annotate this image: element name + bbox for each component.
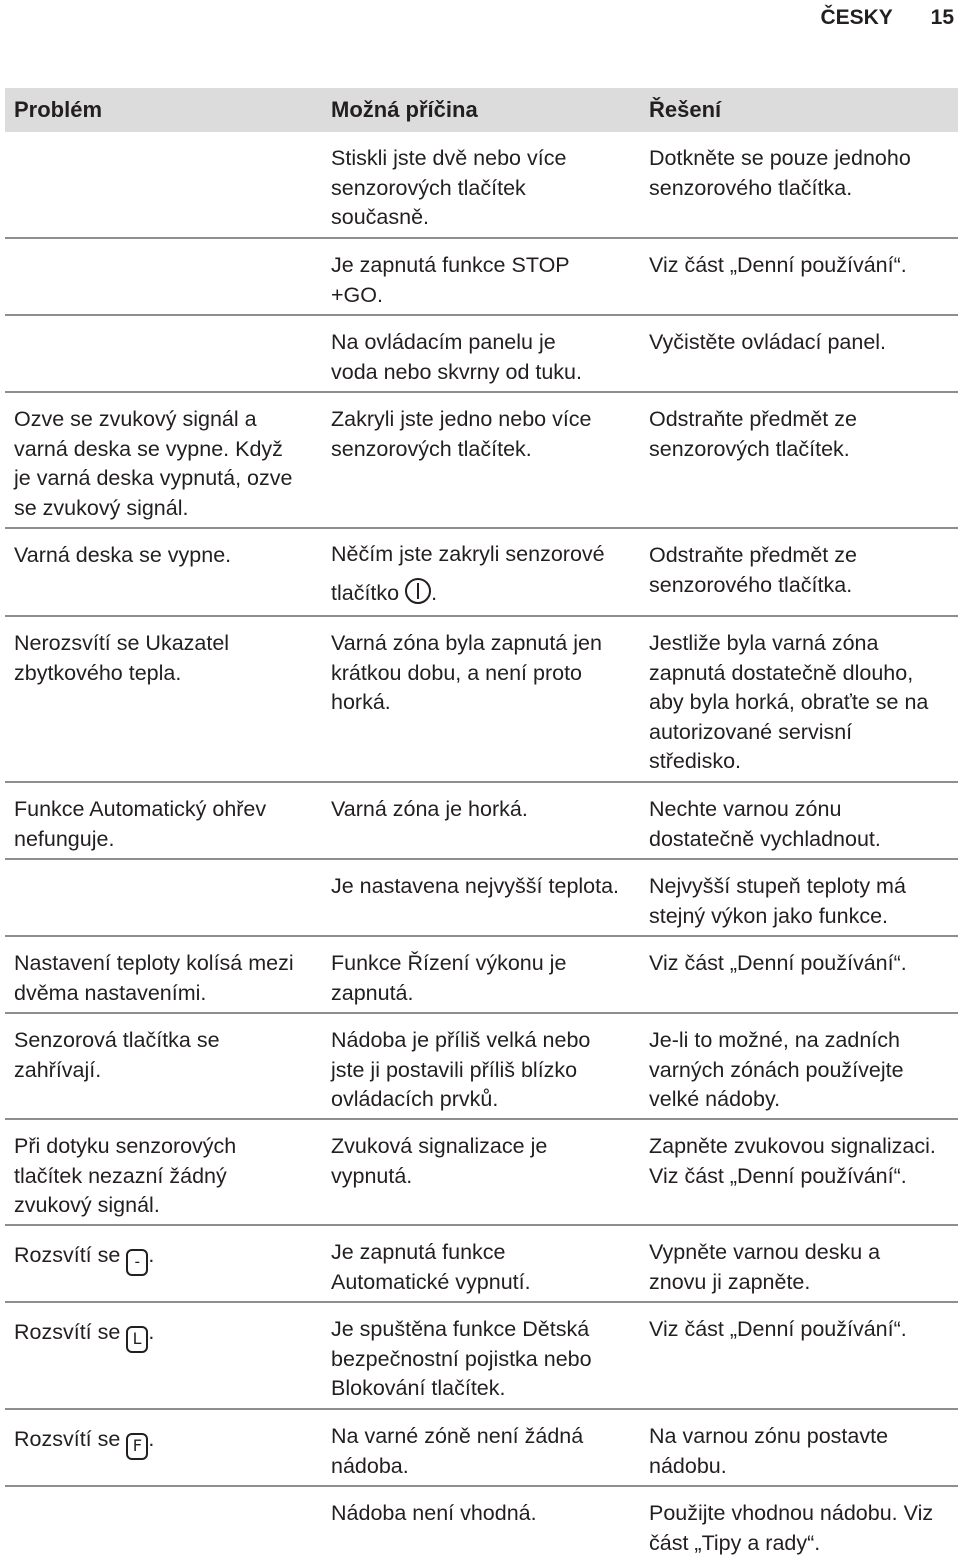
table-row bbox=[5, 1014, 958, 1120]
language-label: ČESKY bbox=[820, 6, 893, 29]
table-header bbox=[5, 88, 958, 132]
problem-suffix: . bbox=[148, 1427, 155, 1451]
table-row bbox=[5, 1410, 958, 1487]
cause-cell: Na varné zóně není žádná nádoba. bbox=[331, 1424, 584, 1478]
table-row bbox=[5, 132, 958, 239]
header-solution: Řešení bbox=[649, 97, 722, 122]
page-number: 15 bbox=[930, 6, 954, 29]
header-cause: Možná příčina bbox=[331, 97, 478, 122]
table-row bbox=[5, 1487, 958, 1561]
solution-cell: Vyčistěte ovládací panel. bbox=[649, 330, 887, 354]
solution-cell: Vypněte varnou desku a znovu ji zapněte. bbox=[649, 1240, 881, 1294]
problem-cell bbox=[14, 1318, 314, 1353]
table-row bbox=[5, 617, 958, 783]
table-row bbox=[5, 393, 958, 529]
cause-cell: Zvuková signalizace je vypnutá. bbox=[331, 1134, 548, 1188]
problem-text: Rozsvítí se bbox=[14, 1427, 121, 1451]
table-row bbox=[5, 1226, 958, 1303]
problem-cell: Ozve se zvukový signál a varná deska se vypne. Když je varná deska vypnutá, ozve se zvukový signál. bbox=[14, 407, 293, 520]
problem-cell: Varná deska se vypne. bbox=[14, 543, 232, 567]
header-problem: Problém bbox=[14, 97, 103, 122]
cause-cell: Nádoba je příliš velká nebo jste ji postavili příliš blízko ovládacích prvků. bbox=[331, 1028, 591, 1111]
solution-cell: Nechte varnou zónu dostatečně vychladnout. bbox=[649, 797, 881, 851]
solution-cell: Je-li to možné, na zadních varných zónách používejte velké nádoby. bbox=[649, 1028, 904, 1111]
cause-cell: Stiskli jste dvě nebo více senzorových tlačítek současně. bbox=[331, 146, 567, 229]
table-row bbox=[5, 1120, 958, 1226]
power-icon bbox=[405, 578, 431, 604]
dash-display-icon: - bbox=[126, 1249, 148, 1276]
cause-cell: Zakryli jste jedno nebo více senzorových tlačítek. bbox=[331, 407, 592, 461]
solution-cell: Nejvyšší stupeň teploty má stejný výkon jako funkce. bbox=[649, 874, 906, 928]
table-row bbox=[5, 239, 958, 316]
cause-cell: Je spuštěna funkce Dětská bezpečnostní pojistka nebo Blokování tlačítek. bbox=[331, 1317, 592, 1400]
solution-cell: Viz část „Denní používání“. bbox=[649, 1317, 907, 1341]
problem-text: Rozsvítí se bbox=[14, 1320, 121, 1344]
solution-cell: Zapněte zvukovou signalizaci. Viz část „Denní používání“. bbox=[649, 1134, 936, 1188]
solution-cell: Jestliže byla varná zóna zapnutá dostatečně dlouho, aby byla horká, obraťte se na autorizované servisní středisko. bbox=[649, 631, 929, 773]
cause-cell: Je zapnutá funkce Automatické vypnutí. bbox=[331, 1240, 531, 1294]
cause-text: Něčím jste zakryli senzorové tlačítko bbox=[331, 542, 605, 605]
solution-cell: Odstraňte předmět ze senzorového tlačítka. bbox=[649, 543, 857, 597]
problem-cell: Nerozsvítí se Ukazatel zbytkového tepla. bbox=[14, 631, 230, 685]
problem-suffix: . bbox=[148, 1243, 155, 1267]
solution-cell: Odstraňte předmět ze senzorových tlačítek. bbox=[649, 407, 857, 461]
problem-suffix: . bbox=[148, 1320, 155, 1344]
solution-cell: Použijte vhodnou nádobu. Viz část „Tipy a rady“. bbox=[649, 1501, 934, 1555]
problem-cell: Senzorová tlačítka se zahřívají. bbox=[14, 1028, 220, 1082]
solution-cell: Viz část „Denní používání“. bbox=[649, 253, 907, 277]
problem-cell bbox=[14, 1425, 314, 1460]
table-row bbox=[5, 783, 958, 860]
table-row bbox=[5, 860, 958, 937]
cause-cell: Varná zóna je horká. bbox=[331, 797, 528, 821]
problem-cell: Funkce Automatický ohřev nefunguje. bbox=[14, 797, 267, 851]
solution-cell: Viz část „Denní používání“. bbox=[649, 951, 907, 975]
problem-text: Rozsvítí se bbox=[14, 1243, 121, 1267]
cause-cell: Nádoba není vhodná. bbox=[331, 1501, 537, 1525]
problem-cell bbox=[14, 1241, 314, 1276]
table-row bbox=[5, 937, 958, 1014]
cause-cell: Je zapnutá funkce STOP +GO. bbox=[331, 253, 570, 307]
cause-cell: Na ovládacím panelu je voda nebo skvrny od tuku. bbox=[331, 330, 582, 384]
page-header bbox=[820, 6, 954, 30]
troubleshooting-table bbox=[5, 88, 958, 1561]
table-row bbox=[5, 316, 958, 393]
solution-cell: Dotkněte se pouze jednoho senzorového tlačítka. bbox=[649, 146, 911, 200]
solution-cell: Na varnou zónu postavte nádobu. bbox=[649, 1424, 889, 1478]
table-row bbox=[5, 529, 958, 617]
problem-cell: Při dotyku senzorových tlačítek nezazní žádný zvukový signál. bbox=[14, 1134, 237, 1217]
cause-cell bbox=[331, 535, 636, 613]
cause-suffix: . bbox=[431, 581, 438, 605]
cause-cell: Varná zóna byla zapnutá jen krátkou dobu, a není proto horká. bbox=[331, 631, 602, 714]
cause-cell: Funkce Řízení výkonu je zapnutá. bbox=[331, 951, 567, 1005]
problem-cell: Nastavení teploty kolísá mezi dvěma nastaveními. bbox=[14, 951, 294, 1005]
l-display-icon: L bbox=[126, 1326, 148, 1353]
f-display-icon: F bbox=[126, 1433, 148, 1460]
table-row bbox=[5, 1303, 958, 1410]
cause-cell: Je nastavena nejvyšší teplota. bbox=[331, 874, 620, 898]
